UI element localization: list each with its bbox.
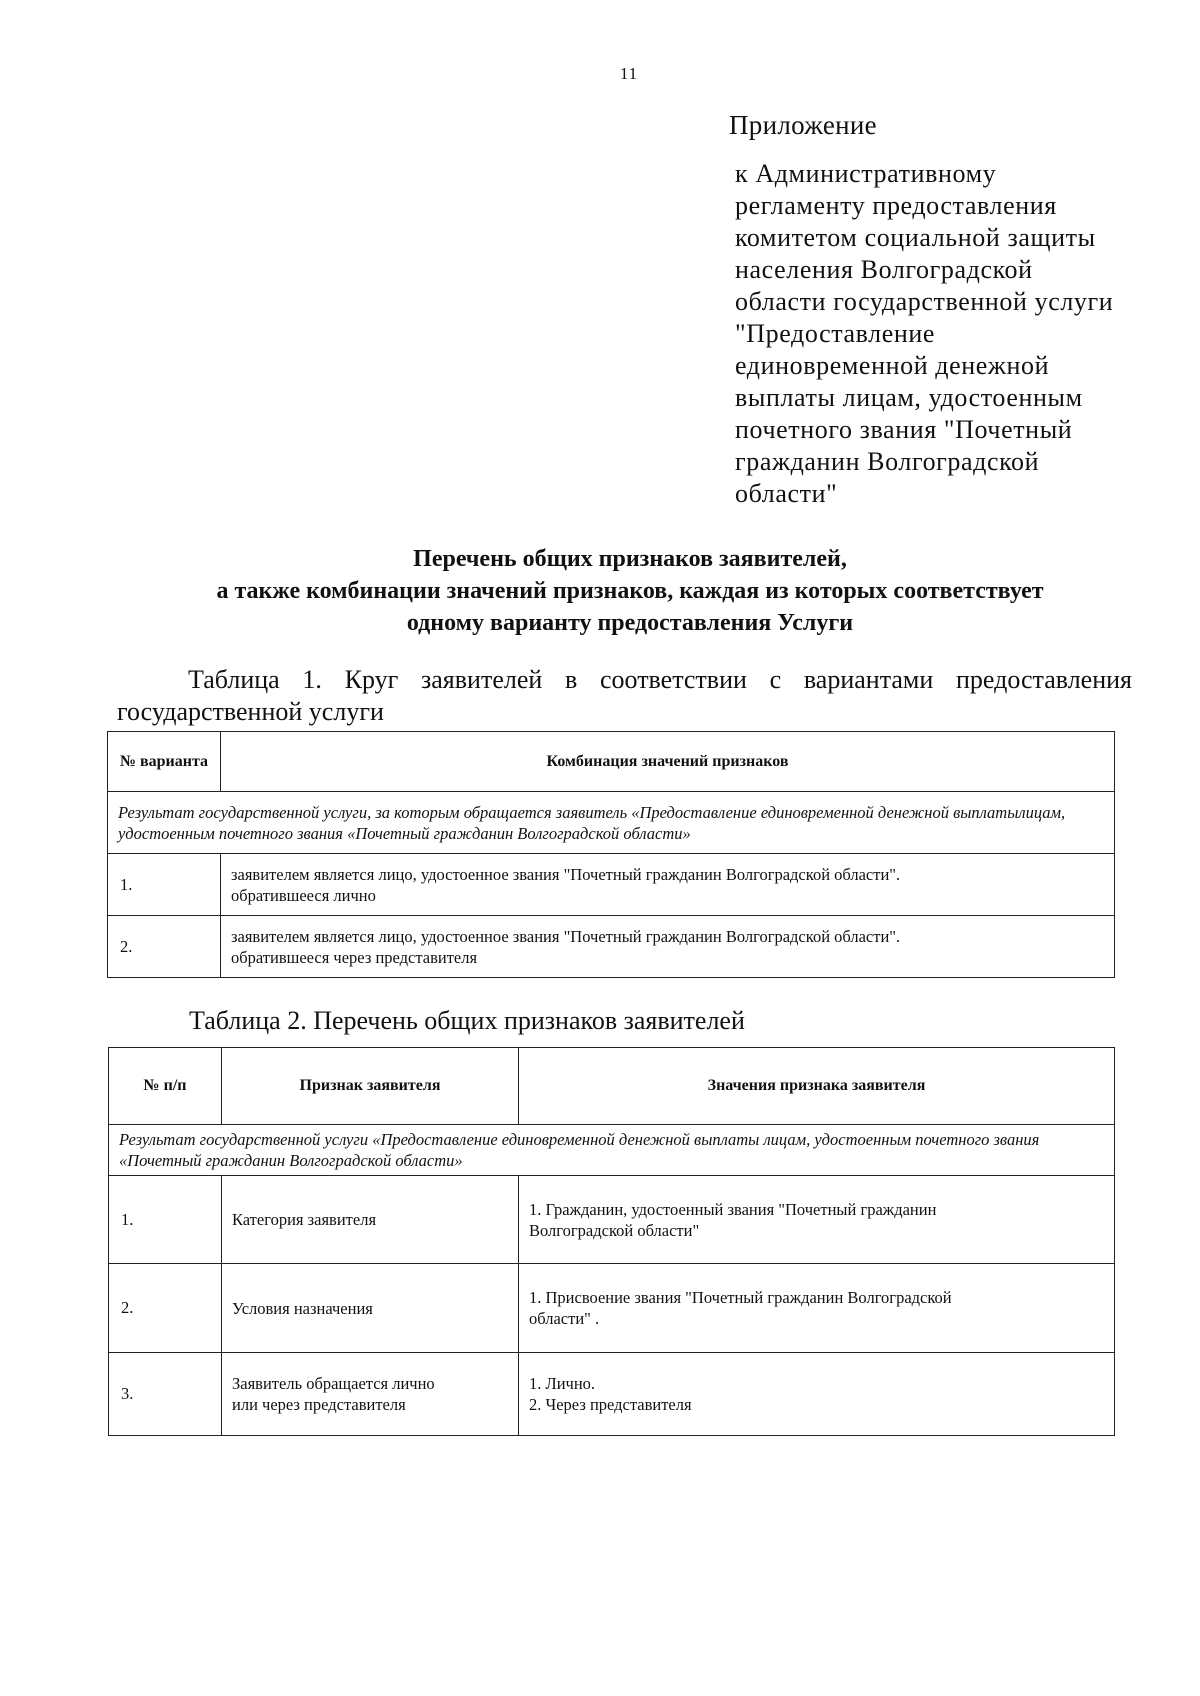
table-row [109, 1353, 1115, 1436]
table2-header-feature: Признак заявителя [222, 1048, 519, 1125]
table1-row-text: заявителем является лицо, удостоенное звания "Почетный гражданин Волгоградской области". обратившееся через представителя [221, 916, 1115, 978]
table2-header-row [109, 1048, 1115, 1125]
page-number: 11 [619, 64, 639, 83]
table2-row-values: 1. Гражданин, удостоенный звания "Почетный гражданин Волгоградской области" [519, 1176, 1115, 1264]
table1-row-text: заявителем является лицо, удостоенное звания "Почетный гражданин Волгоградской области". обратившееся лично [221, 854, 1115, 916]
table2-row-number: 2. [109, 1264, 222, 1353]
table1-caption: Таблица 1. Круг заявителей в соответствии с вариантами предоставления государственной услуги [117, 665, 1132, 726]
table2-row-feature: Категория заявителя [222, 1176, 519, 1264]
table2-row-feature: Условия назначения [222, 1264, 519, 1353]
table1-row-number: 2. [108, 916, 221, 978]
appendix-title: Приложение [729, 110, 877, 140]
table-row [108, 916, 1115, 978]
table2-caption: Таблица 2. Перечень общих признаков заявителей [189, 1006, 745, 1035]
table2-header-values: Значения признака заявителя [519, 1048, 1115, 1125]
table2-row-values: 1. Лично. 2. Через представителя [519, 1353, 1115, 1436]
table1-header-row [108, 732, 1115, 792]
table1 [107, 731, 1115, 978]
table2-row-feature: Заявитель обращается лично или через представителя [222, 1353, 519, 1436]
table-row [109, 1176, 1115, 1264]
table2 [108, 1047, 1115, 1436]
table2-row-number: 3. [109, 1353, 222, 1436]
table-row [108, 854, 1115, 916]
table2-row-values: 1. Присвоение звания "Почетный гражданин Волгоградской области" . [519, 1264, 1115, 1353]
table1-result-text: Результат государственной услуги, за которым обращается заявитель «Предоставление единовременной денежной выплатылицам, удостоенным почетного звания «Почетный гражданин Волгоградской области» [108, 792, 1115, 854]
table2-row-number: 1. [109, 1176, 222, 1264]
table2-result-text: Результат государственной услуги «Предоставление единовременной денежной выплаты лицам, удостоенным почетного звания «Почетный гражданин Волгоградской области» [109, 1125, 1115, 1176]
table2-result-row [109, 1125, 1115, 1176]
appendix-text: к Административному регламенту предоставления комитетом социальной защиты населения Волгоградской области государственной услуги "Предоставление единовременной денежной выплаты лицам, удостоенным почетного звания "Почетный гражданин Волгоградской области" [735, 159, 1114, 508]
table1-result-row [108, 792, 1115, 854]
table1-row-number: 1. [108, 854, 221, 916]
table1-header-variant: № варианта [108, 732, 221, 792]
document-heading: Перечень общих признаков заявителей, а также комбинации значений признаков, каждая из которых соответствует одному варианту предоставления Услуги [216, 546, 1044, 636]
table2-header-number: № п/п [109, 1048, 222, 1125]
table1-header-combination: Комбинация значений признаков [221, 732, 1115, 792]
table-row [109, 1264, 1115, 1353]
